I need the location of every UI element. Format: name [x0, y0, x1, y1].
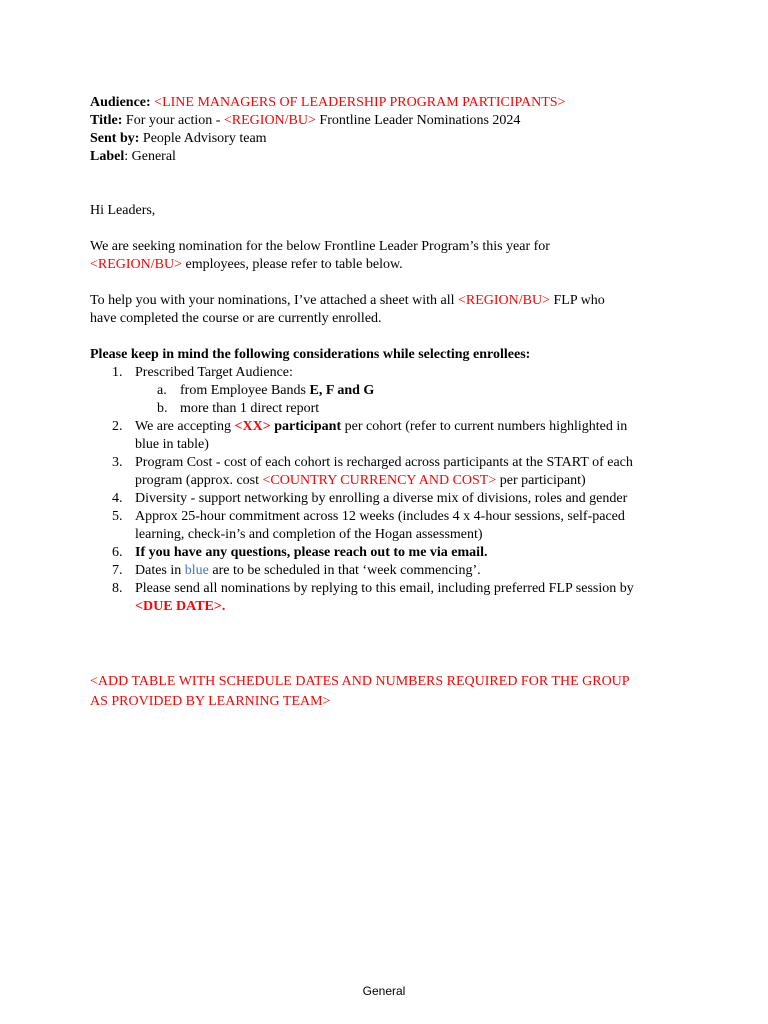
sub-list-letter: b. — [157, 401, 168, 416]
audience-value: <LINE MANAGERS OF LEADERSHIP PROGRAM PARTICIPANTS> — [154, 95, 566, 110]
list-item-suffix: per participant) — [499, 473, 586, 488]
add-table-line1: <ADD TABLE WITH SCHEDULE DATES AND NUMBERS REQUIRED FOR THE GROUP — [90, 674, 630, 689]
list-item — [90, 544, 690, 562]
footer-classification: General — [362, 984, 406, 998]
email-header-block — [90, 94, 690, 166]
sub-list-item-text: from Employee Bands — [180, 383, 306, 398]
title-suffix: Frontline Leader Nominations 2024 — [319, 113, 521, 128]
add-table-instruction — [90, 672, 690, 712]
list-item — [90, 364, 690, 418]
label-line — [90, 148, 690, 166]
title-label: Title: — [90, 113, 123, 128]
paragraph-attachment — [90, 292, 690, 328]
list-item — [90, 454, 690, 490]
list-item-placeholder: <COUNTRY CURRENCY AND COST> — [262, 473, 497, 488]
sub-list-item-text: more than 1 direct report — [180, 401, 320, 416]
label-label: Label — [90, 149, 125, 164]
list-item-text: Approx 25-hour commitment across 12 weeks (includes 4 x 4-hour sessions, self-paced — [135, 509, 625, 524]
sent-by-value: People Advisory team — [142, 131, 267, 146]
paragraph-attachment-prefix: To help you with your nominations, I’ve attached a sheet with all — [90, 293, 455, 308]
sub-list-item — [135, 400, 690, 418]
considerations-title: Please keep in mind the following considerations while selecting enrollees: — [90, 347, 531, 362]
sub-list-letter: a. — [157, 383, 167, 398]
list-number: 7. — [112, 563, 123, 578]
list-number: 1. — [112, 365, 123, 380]
title-placeholder: <REGION/BU> — [223, 113, 316, 128]
paragraph-nomination — [90, 238, 690, 274]
list-item-text: Please send all nominations by replying to this email, including preferred FLP session by — [135, 581, 634, 596]
list-item-text: If you have any questions, please reach out to me via email. — [135, 545, 488, 560]
title-prefix: For your action - — [125, 113, 221, 128]
list-item-line2: blue in table) — [135, 437, 209, 452]
paragraph-attachment-placeholder: <REGION/BU> — [458, 293, 551, 308]
sub-list — [135, 382, 690, 418]
paragraph-nomination-placeholder: <REGION/BU> — [90, 257, 183, 272]
list-item-text: Program Cost - cost of each cohort is recharged across participants at the START of each — [135, 455, 633, 470]
list-item — [90, 562, 690, 580]
add-table-line2: AS PROVIDED BY LEARNING TEAM> — [90, 694, 331, 709]
email-template-content — [90, 94, 690, 712]
sub-list-item — [135, 382, 690, 400]
paragraph-attachment-line2: have completed the course or are currently enrolled. — [90, 311, 382, 326]
sub-list-item-bold: E, F and G — [309, 383, 375, 398]
due-date-placeholder: <DUE DATE>. — [135, 599, 226, 614]
list-item-placeholder: <XX> — [234, 419, 271, 434]
list-item — [90, 418, 690, 454]
label-value: : General — [124, 149, 176, 164]
list-item-prefix: program (approx. cost — [135, 473, 260, 488]
paragraph-nomination-text: We are seeking nomination for the below Frontline Leader Program’s this year for — [90, 239, 550, 254]
paragraph-attachment-suffix: FLP who — [553, 293, 605, 308]
list-item-bold: participant — [274, 419, 342, 434]
sent-by-line — [90, 130, 690, 148]
audience-label: Audience: — [90, 95, 151, 110]
list-number: 2. — [112, 419, 123, 434]
list-item — [90, 490, 690, 508]
considerations-list — [90, 364, 690, 616]
paragraph-nomination-suffix: employees, please refer to table below. — [185, 257, 403, 272]
list-item — [90, 508, 690, 544]
list-item-prefix: Dates in — [135, 563, 182, 578]
list-item — [90, 580, 690, 616]
list-number: 4. — [112, 491, 123, 506]
list-item-blue-word: blue — [184, 563, 209, 578]
list-number: 3. — [112, 455, 123, 470]
list-number: 8. — [112, 581, 123, 596]
list-item-line2: learning, check-in’s and completion of the Hogan assessment) — [135, 527, 483, 542]
list-item-suffix: are to be scheduled in that ‘week commencing’. — [212, 563, 481, 578]
list-item-suffix: per cohort (refer to current numbers highlighted in — [344, 419, 628, 434]
list-number: 6. — [112, 545, 123, 560]
audience-line — [90, 94, 690, 112]
sent-by-label: Sent by: — [90, 131, 140, 146]
list-item-text: Prescribed Target Audience: — [135, 365, 293, 380]
list-number: 5. — [112, 509, 123, 524]
greeting: Hi Leaders, — [90, 203, 156, 218]
title-line — [90, 112, 690, 130]
list-item-text: Diversity - support networking by enrolling a diverse mix of divisions, roles and gender — [135, 491, 628, 506]
list-item-prefix: We are accepting — [135, 419, 232, 434]
